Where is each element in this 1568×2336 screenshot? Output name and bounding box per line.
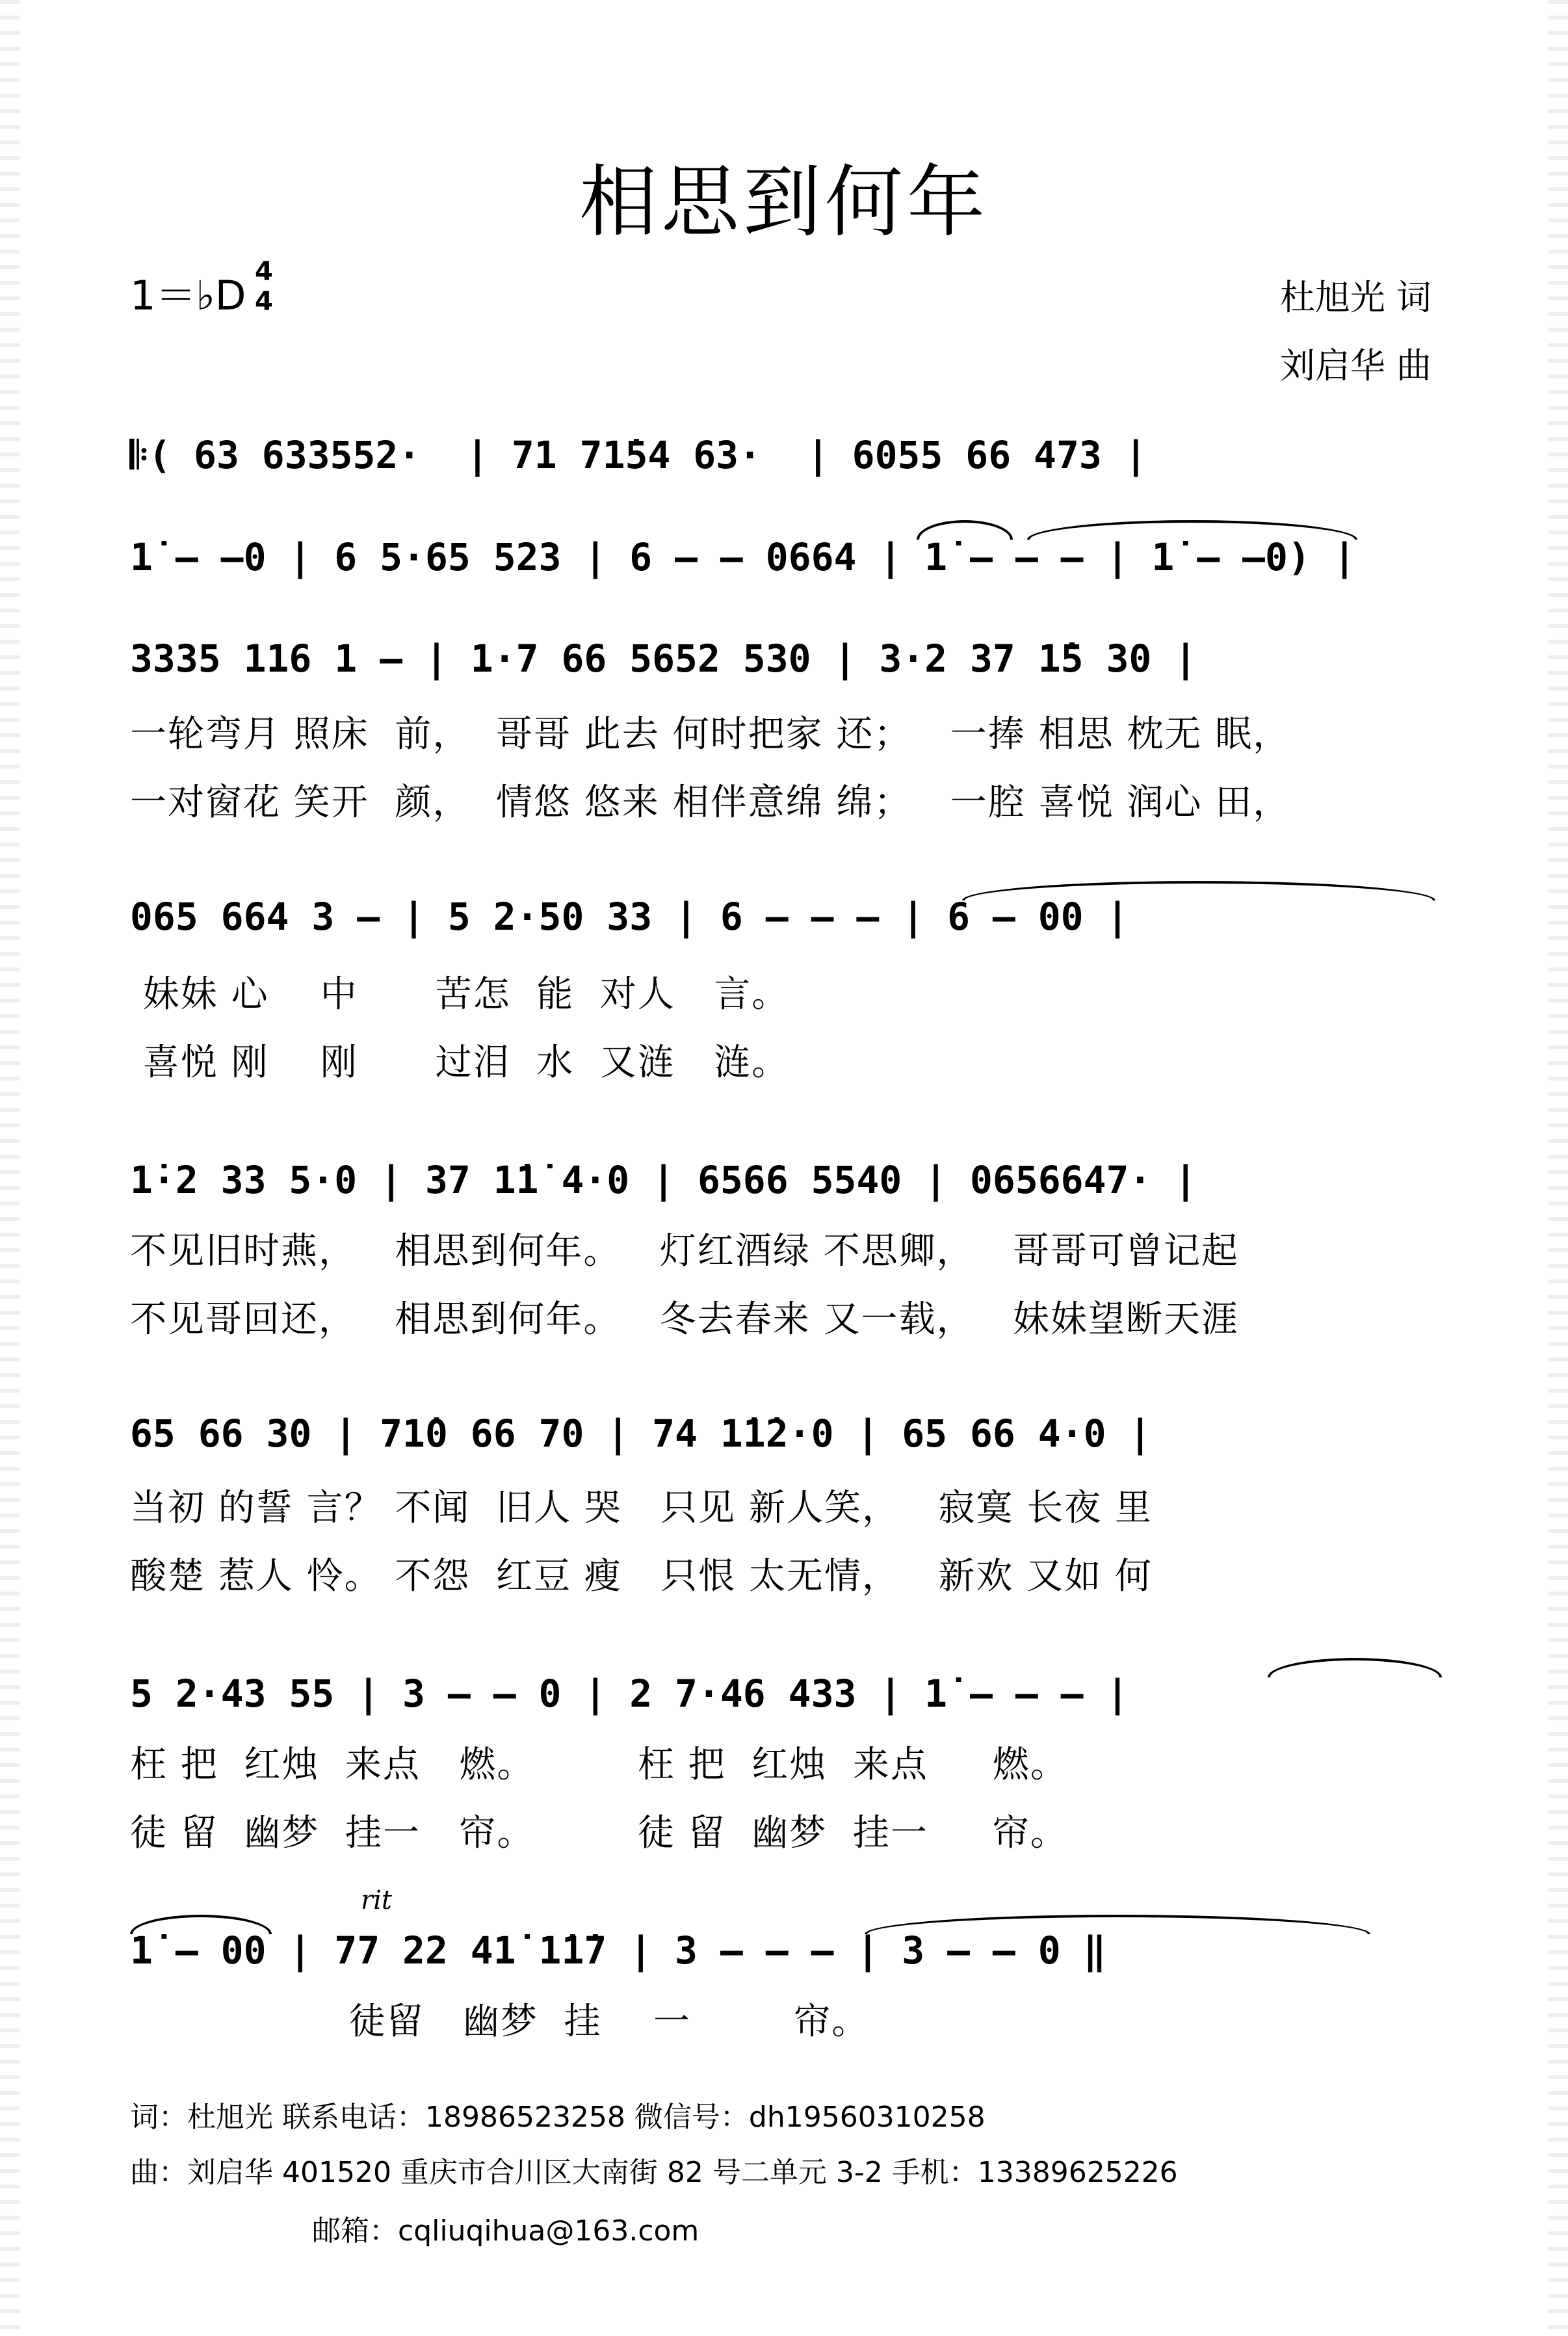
lyric-system-3-verse-1: 一轮弯月 照床 前， 哥哥 此去 何时把家 还； 一捧 相思 枕无 眠， [130, 713, 1291, 755]
time-signature-top: 4 [255, 257, 273, 287]
left-decorative-border [0, 0, 20, 2336]
footer-email: 邮箱：cqliuqihua@163.com [312, 2214, 699, 2248]
tie-arc [1027, 520, 1357, 540]
right-decorative-border [1548, 0, 1568, 2336]
tie-arc [962, 881, 1435, 900]
music-system-7: 5 2·43 55 | 3 – – 0 | 2 7·46 433 | 1̇ – – – | [130, 1672, 1129, 1716]
music-system-5: 1̇·2 33 5·0 | 37 1̇1̇ 4·0 | 6566 5540 | 0656647· | [130, 1158, 1197, 1202]
tie-arc [130, 1915, 272, 1934]
music-system-2: 1̇ – –0 | 6 5·65 523 | 6 – – 0664 | 1̇ – – – | 1̇ – –0) | [130, 535, 1356, 579]
footer-composer-contact: 曲：刘启华 401520 重庆市合川区大南街 82 号二单元 3-2 手机：13389625226 [130, 2156, 1178, 2189]
ritardando-marking: rit [361, 1885, 392, 1915]
time-signature-bottom: 4 [255, 287, 273, 317]
composer-credit: 刘启华 曲 [1279, 345, 1431, 386]
song-title: 相思到何年 [579, 157, 989, 248]
tie-arc [865, 1915, 1370, 1934]
lyric-system-3-verse-2: 一对窗花 笑开 颜， 情悠 悠来 相伴意绵 绵； 一腔 喜悦 润心 田， [130, 781, 1291, 824]
lyric-system-8-verse-1: 徒留 幽梦 挂 一 帘。 [130, 2001, 870, 2043]
time-signature [255, 257, 273, 317]
lyric-system-4-verse-2: 喜悦 刚 刚 过泪 水 又涟 涟。 [130, 1042, 790, 1084]
lyric-system-4-verse-1: 妹妹 心 中 苦怎 能 对人 言。 [130, 973, 790, 1016]
music-system-6: 65 66 30 | 71̇0 66 70 | 74 1̇1̇2·0 | 65 66 4·0 | [130, 1411, 1152, 1456]
lyric-system-5-verse-1: 不见旧时燕， 相思到何年。 灯红酒绿 不思卿， 哥哥可曾记起 [130, 1230, 1240, 1272]
music-system-4: 065 664 3 – | 5 2·50 33 | 6 – – – | 6 – 00 | [130, 895, 1129, 939]
music-system-8: 1̇ – 00 | 77 22 41̇ 1̇1̇7 | 3 – – – | 3 – – 0 ‖ [130, 1928, 1106, 1973]
music-system-1: 𝄆( 63 633552· | 71 71̇54 63· | 6055 66 473 | [130, 433, 1147, 477]
lyric-system-5-verse-2: 不见哥回还， 相思到何年。 冬去春来 又一载， 妹妹望断天涯 [130, 1298, 1240, 1341]
lyric-system-6-verse-1: 当初 的誓 言？ 不闻 旧人 哭 只见 新人笑， 寂寞 长夜 里 [130, 1487, 1153, 1529]
tie-arc [1268, 1658, 1442, 1677]
music-system-3: 3335 116 1 – | 1·7 66 5652 530 | 3·2 37 1̇5 30 | [130, 636, 1197, 681]
key-signature: 1＝♭D [130, 272, 246, 319]
lyric-system-7-verse-1: 枉 把 红烛 来点 燃。 枉 把 红烛 来点 燃。 [130, 1744, 1068, 1786]
lyric-system-6-verse-2: 酸楚 惹人 怜。 不怨 红豆 瘦 只恨 太无情， 新欢 又如 何 [130, 1555, 1153, 1597]
lyricist-credit: 杜旭光 词 [1279, 277, 1431, 318]
lyric-system-7-verse-2: 徒 留 幽梦 挂一 帘。 徒 留 幽梦 挂一 帘。 [130, 1812, 1068, 1854]
triplet-bracket [917, 520, 1013, 540]
footer-lyricist-contact: 词：杜旭光 联系电话：18986523258 微信号：dh19560310258 [130, 2101, 986, 2134]
